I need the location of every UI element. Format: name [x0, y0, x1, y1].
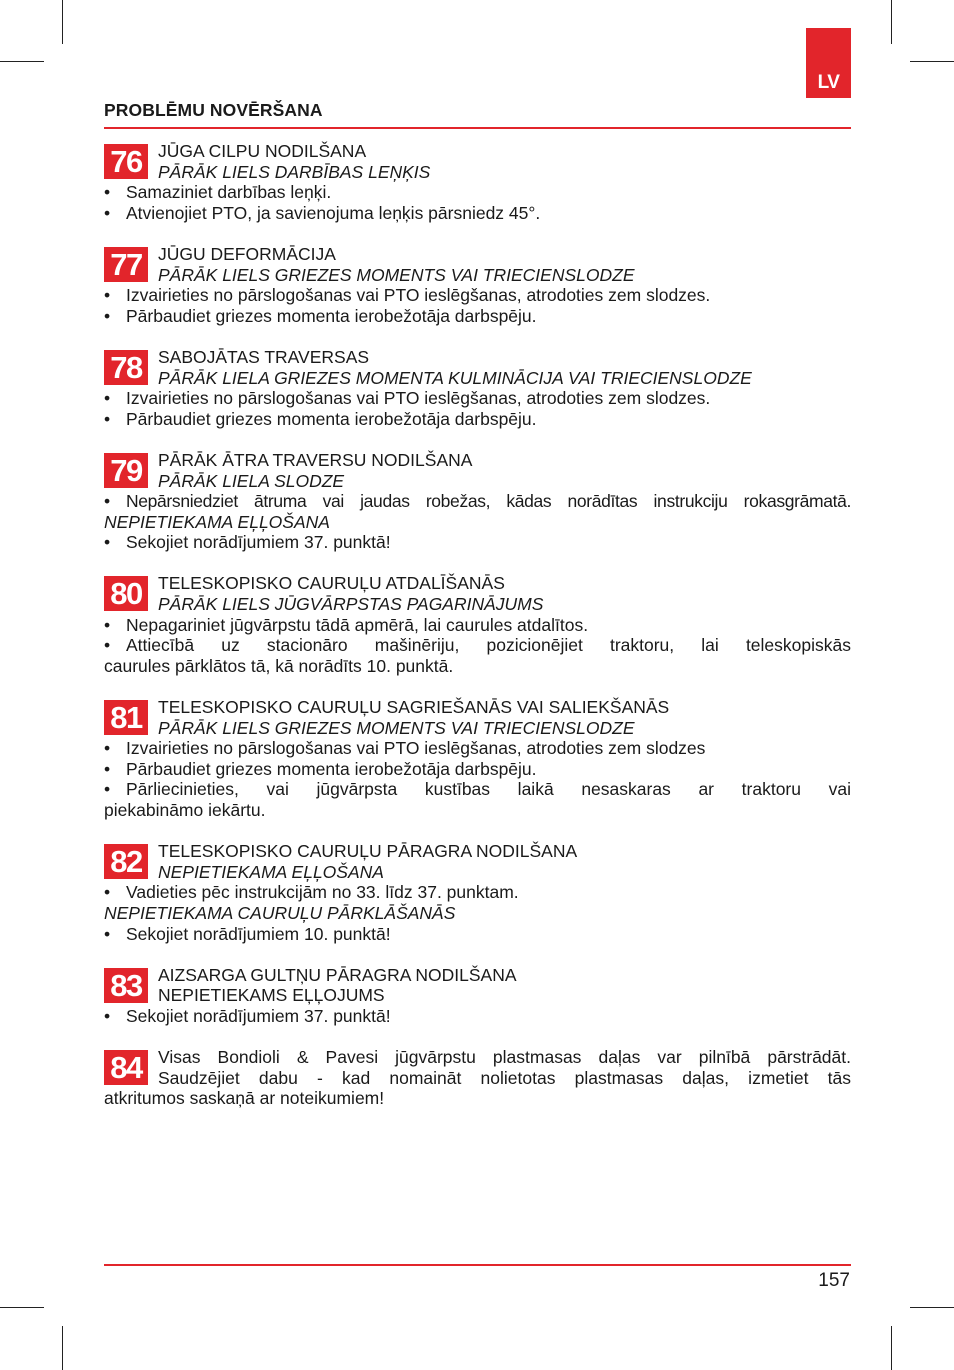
item-heading: TELESKOPISKO CAURUĻU SAGRIEŠANĀS VAI SALIEKŠANĀS [158, 697, 670, 718]
item-cause: PĀRĀK LIELA GRIEZES MOMENTA KULMINĀCIJA VAI TRIECIENSLODZE [158, 367, 752, 388]
recycling-paragraph [104, 1047, 851, 1088]
list-item: • Izvairieties no pārslogošanas vai PTO ieslēgšanas, atrodoties zem slodzes. [104, 285, 851, 306]
crop-mark [910, 61, 954, 62]
item-heading: JŪGA CILPU NODILŠANA [158, 141, 367, 161]
list-item: • Nepārsniedziet ātruma vai jaudas robežas, kādas norādītas instrukciju rokasgrāmatā. [104, 491, 851, 512]
page-number: 157 [818, 1270, 850, 1291]
paragraph-line: Saudzējiet dabu - kad nomaināt nolietotas plastmasas daļas, izmetiet tās [158, 1067, 851, 1088]
paragraph-line: Visas Bondioli & Pavesi jūgvārpstu plastmasas daļas var pilnībā pārstrādāt. [158, 1047, 851, 1068]
item-heading: PĀRĀK ĀTRA TRAVERSU NODILŠANA [158, 449, 473, 470]
troubleshooting-item-82 [104, 841, 851, 944]
item-heading: JŪGU DEFORMĀCIJA [158, 243, 336, 264]
list-item: • Izvairieties no pārslogošanas vai PTO ieslēgšanas, atrodoties zem slodzes [104, 738, 851, 759]
troubleshooting-item-79 [104, 450, 851, 553]
crop-mark [0, 61, 44, 62]
item-cause: PĀRĀK LIELS DARBĪBAS LEŅĶIS [158, 161, 431, 182]
item-number-badge: 81 [104, 700, 148, 735]
item-cause: PĀRĀK LIELA SLODZE [158, 470, 345, 491]
item-number-badge: 79 [104, 453, 148, 488]
list-item: • Pārbaudiet griezes momenta ierobežotāja darbspēju. [104, 409, 851, 430]
troubleshooting-item-84 [104, 1047, 851, 1109]
crop-mark [62, 0, 63, 44]
list-item: • Atvienojiet PTO, ja savienojuma leņķis pārsniedz 45°. [104, 203, 851, 224]
crop-mark [891, 1326, 892, 1370]
list-item: • Sekojiet norādījumiem 10. punktā! [104, 924, 851, 945]
item-heading: TELESKOPISKO CAURUĻU ATDALĪŠANĀS [158, 573, 505, 594]
item-heading: SABOJĀTAS TRAVERSAS [158, 346, 370, 367]
item-number-badge: 82 [104, 844, 148, 879]
list-item-text: Pārliecinieties, vai jūgvārpsta kustības laikā nesaskaras ar traktoru vai [126, 779, 851, 800]
list-item: • Sekojiet norādījumiem 37. punktā! [104, 1006, 851, 1027]
list-item: • Pārbaudiet griezes momenta ierobežotāja darbspēju. [104, 759, 851, 780]
item-number-badge: 78 [104, 350, 148, 385]
item-heading: AIZSARGA GULTŅU PĀRAGRA NODILŠANA [158, 964, 517, 985]
language-tab: LV [806, 28, 851, 98]
list-item: • Sekojiet norādījumiem 37. punktā! [104, 532, 851, 553]
troubleshooting-item-83 [104, 965, 851, 1027]
item-note: NEPIETIEKAMA EĻĻOŠANA [104, 511, 330, 532]
item-cause: NEPIETIEKAMA EĻĻOŠANA [158, 861, 384, 882]
item-number-badge: 80 [104, 576, 148, 611]
troubleshooting-item-76 [104, 141, 851, 223]
troubleshooting-item-81 [104, 697, 851, 821]
list-item: • Izvairieties no pārslogošanas vai PTO ieslēgšanas, atrodoties zem slodzes. [104, 388, 851, 409]
item-number-badge: 77 [104, 247, 148, 282]
list-item: • Nepagariniet jūgvārpstu tādā apmērā, lai caurules atdalītos. [104, 615, 851, 636]
crop-mark [0, 1307, 44, 1308]
item-cause: PĀRĀK LIELS GRIEZES MOMENTS VAI TRIECIENSLODZE [158, 717, 635, 738]
crop-mark [891, 0, 892, 44]
troubleshooting-item-77 [104, 244, 851, 326]
troubleshooting-item-78 [104, 347, 851, 429]
item-number-badge: 83 [104, 968, 148, 1003]
list-item-text: Attiecībā uz stacionāro mašinēriju, pozicionējiet traktoru, lai teleskopiskās [126, 635, 851, 656]
item-number-badge: 76 [104, 144, 148, 179]
item-number-badge: 84 [104, 1050, 148, 1085]
list-item: • Pārliecinieties, vai jūgvārpsta kustības laikā nesaskaras ar traktoru vai piekabināmo iekārtu. [104, 779, 851, 820]
item-note: NEPIETIEKAMA CAURUĻU PĀRKLĀŠANĀS [104, 902, 456, 923]
paragraph-line: atkritumos saskaņā ar noteikumiem! [104, 1088, 385, 1109]
troubleshooting-item-80 [104, 573, 851, 676]
list-item: • Samaziniet darbības leņķi. [104, 182, 851, 203]
list-item-text: piekabināmo iekārtu. [104, 800, 266, 820]
troubleshooting-list [104, 141, 851, 1130]
crop-mark [62, 1326, 63, 1370]
item-cause: PĀRĀK LIELS JŪGVĀRPSTAS PAGARINĀJUMS [158, 594, 544, 615]
list-item-text: caurules pārklātos tā, kā norādīts 10. punktā. [104, 655, 454, 676]
crop-mark [910, 1307, 954, 1308]
list-item: • Attiecībā uz stacionāro mašinēriju, pozicionējiet traktoru, lai teleskopiskās caurules pārklātos tā, kā norādīts 10. punktā. [104, 635, 851, 676]
item-cause: PĀRĀK LIELS GRIEZES MOMENTS VAI TRIECIENSLODZE [158, 264, 635, 285]
top-rule [104, 127, 851, 129]
item-heading: TELESKOPISKO CAURUĻU PĀRAGRA NODILŠANA [158, 841, 578, 862]
list-item: • Vadieties pēc instrukcijām no 33. līdz 37. punktam. [104, 882, 851, 903]
list-item: • Pārbaudiet griezes momenta ierobežotāja darbspēju. [104, 306, 851, 327]
bottom-rule [104, 1264, 851, 1266]
item-heading-cause: NEPIETIEKAMS EĻĻOJUMS [158, 985, 385, 1006]
section-title: PROBLĒMU NOVĒRŠANA [104, 100, 323, 120]
